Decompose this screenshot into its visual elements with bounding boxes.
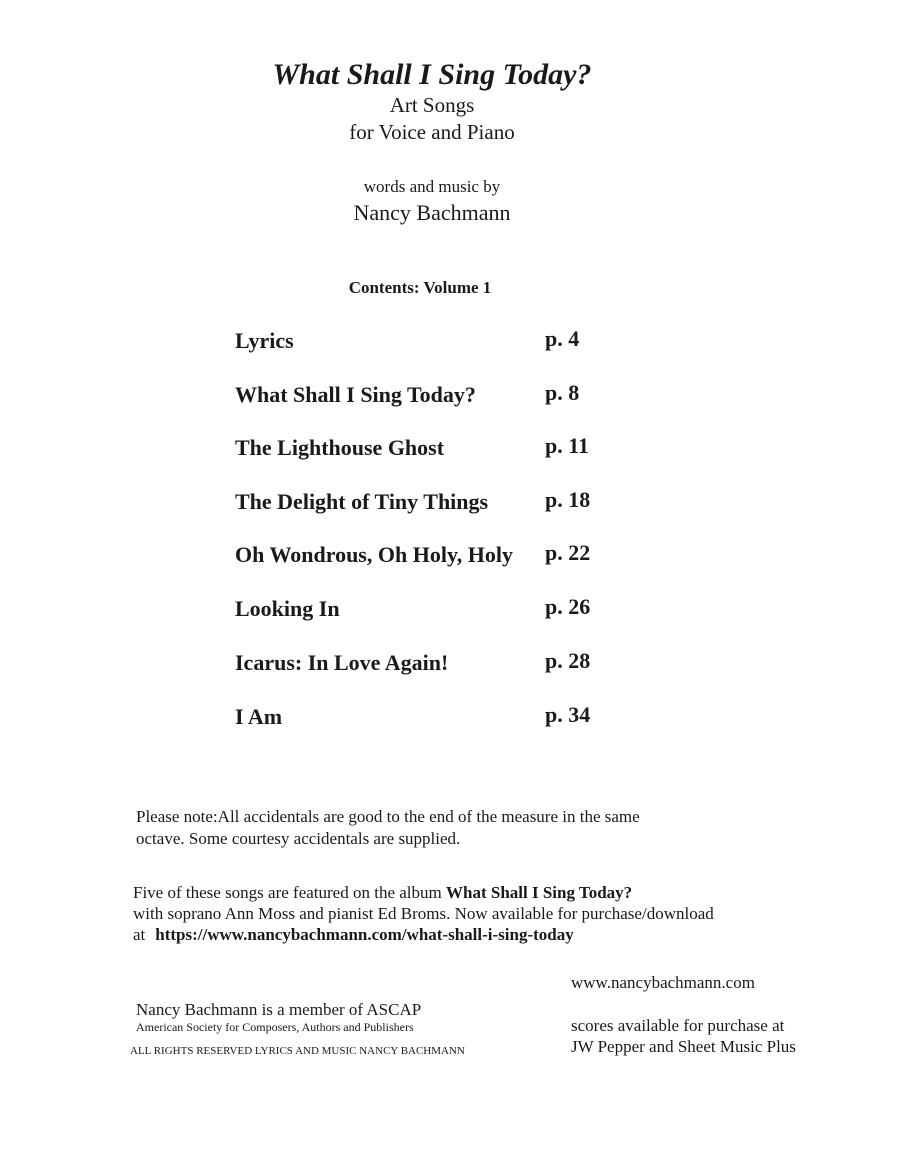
toc-page: p. 22: [545, 540, 591, 565]
toc-row-icarus: [235, 650, 655, 680]
album-intro-text: Five of these songs are featured on the album: [133, 883, 446, 902]
rights-notice: ALL RIGHTS RESERVED LYRICS AND MUSIC NANCY BACHMANN: [130, 1045, 465, 1057]
toc-title: Lyrics: [235, 328, 294, 353]
toc-title: I Am: [235, 704, 283, 729]
toc-row-lyrics: [235, 328, 655, 358]
subtitle-voice-piano: for Voice and Piano: [349, 120, 515, 144]
scores-line-2: JW Pepper and Sheet Music Plus: [571, 1037, 796, 1056]
toc-page: p. 28: [545, 648, 591, 673]
toc-row-delight-tiny-things: [235, 489, 655, 519]
note-line-1: Please note:All accidentals are good to the end of the measure in the same: [136, 807, 640, 826]
toc-title: The Lighthouse Ghost: [235, 435, 445, 460]
scores-line-1: scores available for purchase at: [571, 1016, 785, 1035]
subtitle-art-songs: Art Songs: [389, 93, 475, 117]
album-info: [133, 882, 714, 945]
album-at-text: at: [133, 925, 146, 944]
ascap-membership: Nancy Bachmann is a member of ASCAP: [136, 1000, 422, 1019]
toc-title: What Shall I Sing Today?: [235, 382, 476, 407]
album-line-3: [133, 924, 714, 945]
toc-row-what-shall-i-sing: [235, 382, 655, 412]
contents-heading: Contents: Volume 1: [348, 278, 492, 297]
toc-page: p. 8: [545, 380, 580, 405]
scores-availability: [571, 1015, 796, 1057]
album-line-2: with soprano Ann Moss and pianist Ed Broms. Now available for purchase/download: [133, 904, 714, 923]
album-url-link[interactable]: https://www.nancybachmann.com/what-shall-i-sing-today: [155, 925, 574, 944]
composer-name: Nancy Bachmann: [353, 200, 511, 225]
toc-row-lighthouse-ghost: [235, 435, 655, 465]
toc-title: Oh Wondrous, Oh Holy, Holy: [235, 542, 513, 567]
toc-page: p. 4: [545, 326, 580, 351]
page-title: What Shall I Sing Today?: [272, 58, 592, 91]
toc-title: The Delight of Tiny Things: [235, 489, 489, 514]
accidentals-note: [136, 806, 640, 850]
ascap-full-name: American Society for Composers, Authors and Publishers: [136, 1020, 414, 1034]
toc-page: p. 34: [545, 702, 591, 727]
toc-row-oh-wondrous: [235, 542, 655, 572]
toc-row-looking-in: [235, 596, 655, 626]
toc-page: p. 18: [545, 487, 591, 512]
toc-page: p. 11: [545, 433, 590, 458]
album-line-1: [133, 882, 714, 903]
toc-row-i-am: [235, 704, 655, 734]
note-line-2: octave. Some courtesy accidentals are supplied.: [136, 829, 461, 848]
toc-title: Looking In: [235, 596, 340, 621]
album-title: What Shall I Sing Today?: [446, 883, 633, 902]
toc-page: p. 26: [545, 594, 591, 619]
website-link[interactable]: www.nancybachmann.com: [571, 973, 755, 992]
byline: words and music by: [363, 177, 501, 196]
toc-title: Icarus: In Love Again!: [235, 650, 449, 675]
